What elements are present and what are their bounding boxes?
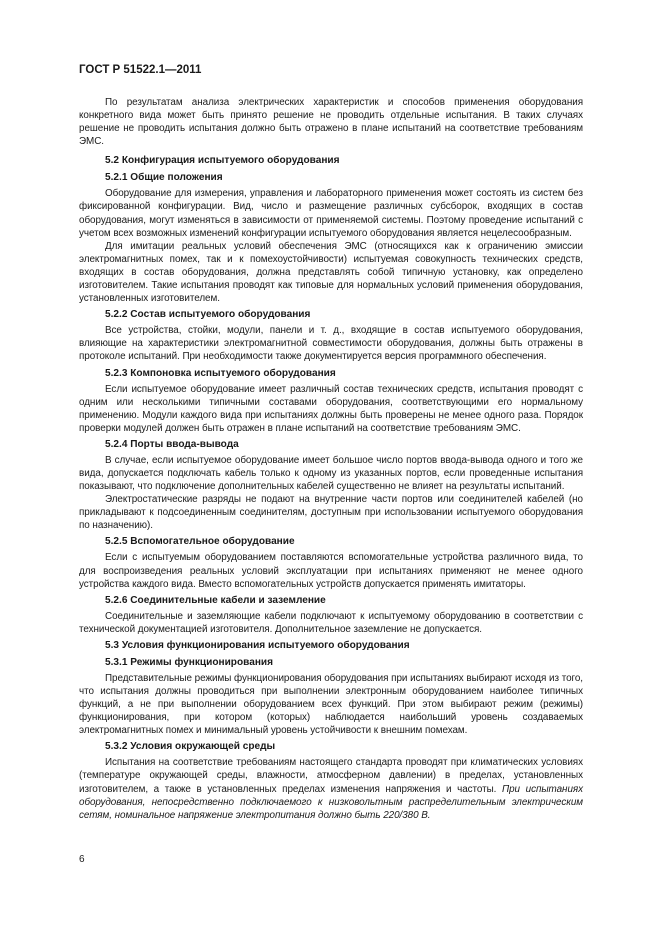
subsection-heading-5-2-6: 5.2.6 Соединительные кабели и заземление [105, 594, 326, 606]
paragraph-intro: По результатам анализа электрических характеристик и способов применения оборудования конкретного вида может быть принято решение не проводить отдельные испытания. В таких случаях решение не проводить испытания должно быть отражено в плане испытаний на соответствие требованиям ЭМС. [79, 97, 583, 148]
subsection-heading-5-3-2: 5.3.2 Условия окружающей среды [105, 741, 276, 753]
subsection-heading-5-2-1: 5.2.1 Общие положения [105, 172, 223, 184]
subsection-heading-5-2-2: 5.2.2 Состав испытуемого оборудования [105, 309, 311, 321]
subsection-heading-5-2-3: 5.2.3 Компоновка испытуемого оборудования [105, 367, 336, 379]
paragraph-5-2-1-a: Оборудование для измерения, управления и лабораторного применения может состоять из систем без фиксированной конфигурации. Вид, число и размещение различных субсборок, входящих в состав оборудования, могут изменяться в зависимости от применяемой системы. Поэтому проведение испытаний с учетом всех возможных изменений конфигурации испытуемого оборудования является нецелесообразным. [79, 188, 583, 239]
page-number: 6 [79, 854, 85, 865]
subsection-heading-5-2-5: 5.2.5 Вспомогательное оборудование [105, 536, 295, 548]
paragraph-5-2-4-b: Электростатические разряды не подают на внутренние части портов или соединителей кабелей (но прикладывают к подсоединенным соединителям, доступным при использовании испытуемого оборудования по назначению). [79, 494, 583, 532]
paragraph-5-2-2: Все устройства, стойки, модули, панели и т. д., входящие в состав испытуемого оборудования, влияющие на характеристики электромагнитной совместимости оборудования, должны быть отражены в протоколе испытаний. При необходимости также документируется версия программного обеспечения. [79, 325, 583, 363]
paragraph-5-3-2-italic: При испытаниях оборудования, непосредственно подключаемого к низковольтным распределительным электрическим сетям, номинальное напряжение электропитания должно быть 220/380 В. [79, 783, 583, 821]
paragraph-5-2-5: Если с испытуемым оборудованием поставляются вспомогательные устройства различного вида, то для воспроизведения реальных условий эксплуатации при испытаниях применяют не менее одного устройства каждого вида. Вместо вспомогательных устройств допускается применять имитаторы. [79, 552, 583, 590]
paragraph-5-2-4-a: В случае, если испытуемое оборудование имеет большое число портов ввода-вывода одного и того же вида, допускается подключать кабель только к одному из указанных портов, если проведенные испытания показывают, что подключение дополнительных кабелей существенно не влияет на результаты испытаний. [79, 454, 583, 493]
section-heading-5-3: 5.3 Условия функционирования испытуемого оборудования [105, 639, 410, 651]
subsection-heading-5-3-1: 5.3.1 Режимы функционирования [105, 656, 274, 668]
paragraph-5-2-6: Соединительные и заземляющие кабели подключают к испытуемому оборудованию в соответствии с технической документацией изготовителя. Дополнительное заземление не допускается. [79, 610, 583, 635]
document-body [79, 96, 583, 822]
paragraph-5-2-3: Если испытуемое оборудование имеет различный состав технических средств, испытания проводят с одним или несколькими типичными составами оборудования, соответствующими его нормальному применению. Модули каждого вида при испытаниях должны быть проверены не менее одного раза. Порядок проверки модулей должен быть отражен в плане испытаний на соответствие требованиям ЭМС. [79, 383, 583, 434]
paragraph-5-3-2 [79, 756, 583, 821]
section-heading-5-2: 5.2 Конфигурация испытуемого оборудования [105, 155, 340, 167]
document-header: ГОСТ Р 51522.1—2011 [79, 64, 202, 76]
paragraph-5-3-1: Представительные режимы функционирования оборудования при испытаниях выбирают исходя из того, что испытания должны проводиться при выполнении электронным оборудованием наиболее типичных функций, а не при выполнении оборудованием всех функций. При этом выбирают режим (режимы) функционирования, при котором (которых) наблюдается наибольший уровень создаваемых электромагнитных помех и минимальный уровень устойчивости к внешним помехам. [79, 672, 583, 737]
paragraph-5-2-1-b: Для имитации реальных условий обеспечения ЭМС (относящихся как к ограничению эмиссии электромагнитных помех, так и к помехоустойчивости) испытуемая совокупность технических средств, входящих в состав оборудования, должна представлять собой типичную установку, как определено изготовителем. Такие испытания проводят как типовые для нормальных условий применения оборудования, установленных изготовителем. [79, 240, 583, 305]
subsection-heading-5-2-4: 5.2.4 Порты ввода-вывода [105, 438, 239, 450]
paragraph-5-3-2-regular: Испытания на соответствие требованиям настоящего стандарта проводят при климатических условиях (температуре окружающей среды, влажности, атмосферном давлении) в пределах, установленных изготовителем, а также в установленных пределах изменения напряжения и частоты. [79, 757, 583, 795]
